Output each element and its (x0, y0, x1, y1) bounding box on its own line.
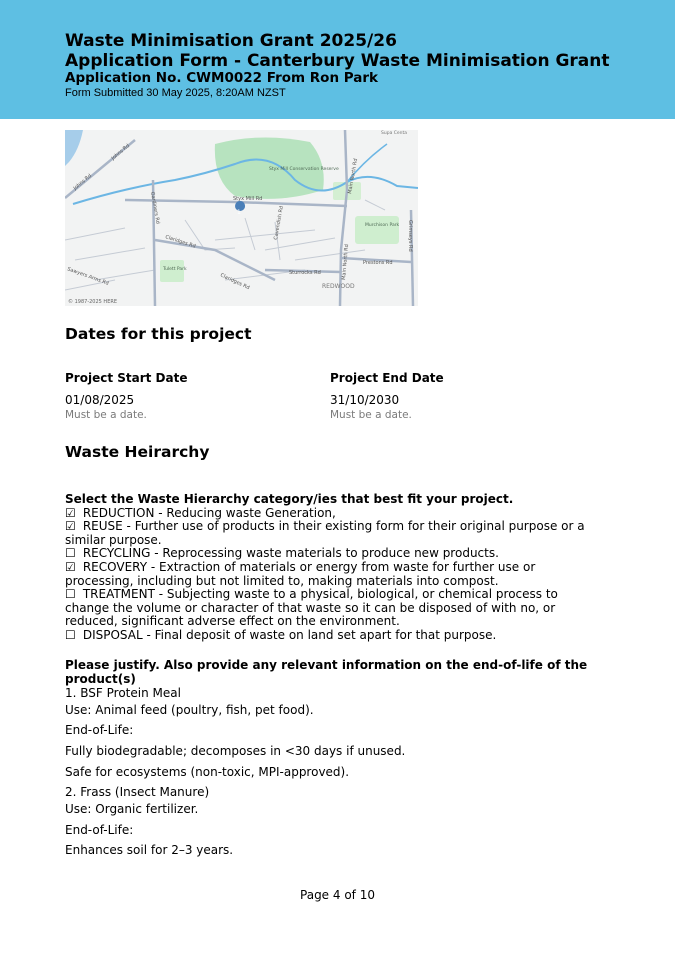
option-reuse-text: REUSE - Further use of products in their existing form for their original purpose or a similar purpose. (65, 519, 585, 547)
map-label-johns-rd: Johns Rd (72, 172, 93, 192)
waste-hierarchy-prompt: Select the Waste Hierarchy category/ies that best fit your project. (65, 492, 514, 506)
map-marker-label: 1 (237, 209, 241, 216)
map-label-sawyers-arms-rd: Sawyers Arms Rd (66, 266, 110, 287)
map-label-styx-reserve: Styx Mill Conservation Reserve (269, 167, 339, 172)
justify-line: Use: Animal feed (poultry, fish, pet food). (65, 703, 314, 717)
form-title: Application Form - Canterbury Waste Minimisation Grant (65, 51, 610, 71)
map-label-grimseys-rd: Grimseys Rd (407, 220, 413, 252)
checkbox-recovery: ☑ (65, 559, 76, 574)
location-map (65, 130, 418, 306)
map-label-gardiners-rd: Gardiners Rd (149, 191, 161, 225)
submitted-date: Form Submitted 30 May 2025, 8:20AM NZST (65, 87, 286, 99)
checkbox-recycling: ☐ (65, 546, 76, 561)
map-label-tulett-park: Tulett Park (163, 267, 187, 272)
justify-line: End-of-Life: (65, 823, 134, 837)
map-label-claridges-rd: Claridges Rd (164, 234, 197, 250)
option-treatment (65, 588, 595, 629)
justify-line: Fully biodegradable; decomposes in <30 days if unused. (65, 744, 406, 758)
justify-line: Safe for ecosystems (non-toxic, MPI-approved). (65, 765, 350, 779)
option-reduction (65, 507, 595, 521)
grant-title: Waste Minimisation Grant 2025/26 (65, 31, 397, 51)
map-label-main-north-rd: Main North Rd (347, 158, 360, 195)
option-reuse (65, 520, 595, 547)
justify-line: End-of-Life: (65, 723, 134, 737)
water-area (65, 130, 83, 166)
map-label-prestons-rd: Prestons Rd (363, 260, 393, 266)
end-date-value: 31/10/2030 (330, 393, 400, 407)
end-date-hint: Must be a date. (330, 409, 412, 421)
justify-line: 2. Frass (Insect Manure) (65, 785, 210, 799)
application-number: Application No. CWM0022 From Ron Park (65, 70, 379, 86)
checkbox-disposal: ☐ (65, 627, 76, 642)
dates-heading: Dates for this project (65, 325, 252, 343)
checkbox-treatment: ☐ (65, 587, 76, 602)
start-date-value: 01/08/2025 (65, 393, 135, 407)
waste-hierarchy-heading: Waste Heirarchy (65, 443, 210, 461)
form-header (0, 0, 675, 119)
justify-question: Please justify. Also provide any relevant information on the end-of-life of the product(s) (65, 658, 588, 686)
option-recovery (65, 561, 595, 588)
justify-line: Enhances soil for 2–3 years. (65, 843, 234, 857)
option-treatment-text: TREATMENT - Subjecting waste to a physical, biological, or chemical process to change the volume or character of that waste so it can be disposed of with no, or reduced, significant adverse effect on the environment. (65, 587, 558, 629)
map-copyright: © 1987-2025 HERE (68, 299, 117, 305)
justify-line: 1. BSF Protein Meal (65, 686, 181, 700)
murchison-park-area (355, 216, 399, 244)
option-recovery-text: RECOVERY - Extraction of materials or energy from waste for further use or processing, including but not limited to, making materials into compost. (65, 559, 536, 588)
option-reduction-text: REDUCTION - Reducing waste Generation, (82, 505, 336, 520)
option-disposal (65, 629, 595, 643)
start-date-hint: Must be a date. (65, 409, 147, 421)
option-recycling (65, 547, 595, 561)
map-label-murchison-park: Murchison Park (365, 223, 400, 228)
option-recycling-text: RECYCLING - Reprocessing waste materials to produce new products. (82, 546, 499, 561)
option-disposal-text: DISPOSAL - Final deposit of waste on land set apart for that purpose. (82, 627, 497, 642)
map-label-main-north-rd-2: Main North Rd (341, 244, 351, 281)
checkbox-reuse: ☑ (65, 519, 76, 534)
map-label-johns-rd-2: Johns Rd (110, 142, 131, 162)
checkbox-reduction: ☑ (65, 505, 76, 520)
map-label-styx-mill-rd: Styx Mill Rd (233, 196, 263, 202)
justify-line: Use: Organic fertilizer. (65, 802, 199, 816)
waste-hierarchy-question (65, 493, 595, 643)
map-label-claridges-rd-2: Claridges Rd (219, 272, 251, 292)
map-label-top-right: Supa Centa (381, 131, 408, 136)
map-label-redwood: REDWOOD (322, 283, 355, 290)
map-label-sturrocks-rd: Sturrocks Rd (289, 270, 321, 276)
page-number: Page 4 of 10 (300, 888, 375, 902)
end-date-label: Project End Date (330, 371, 444, 385)
start-date-label: Project Start Date (65, 371, 188, 385)
map-label-cavendish-rd: Cavendish Rd (273, 205, 285, 241)
